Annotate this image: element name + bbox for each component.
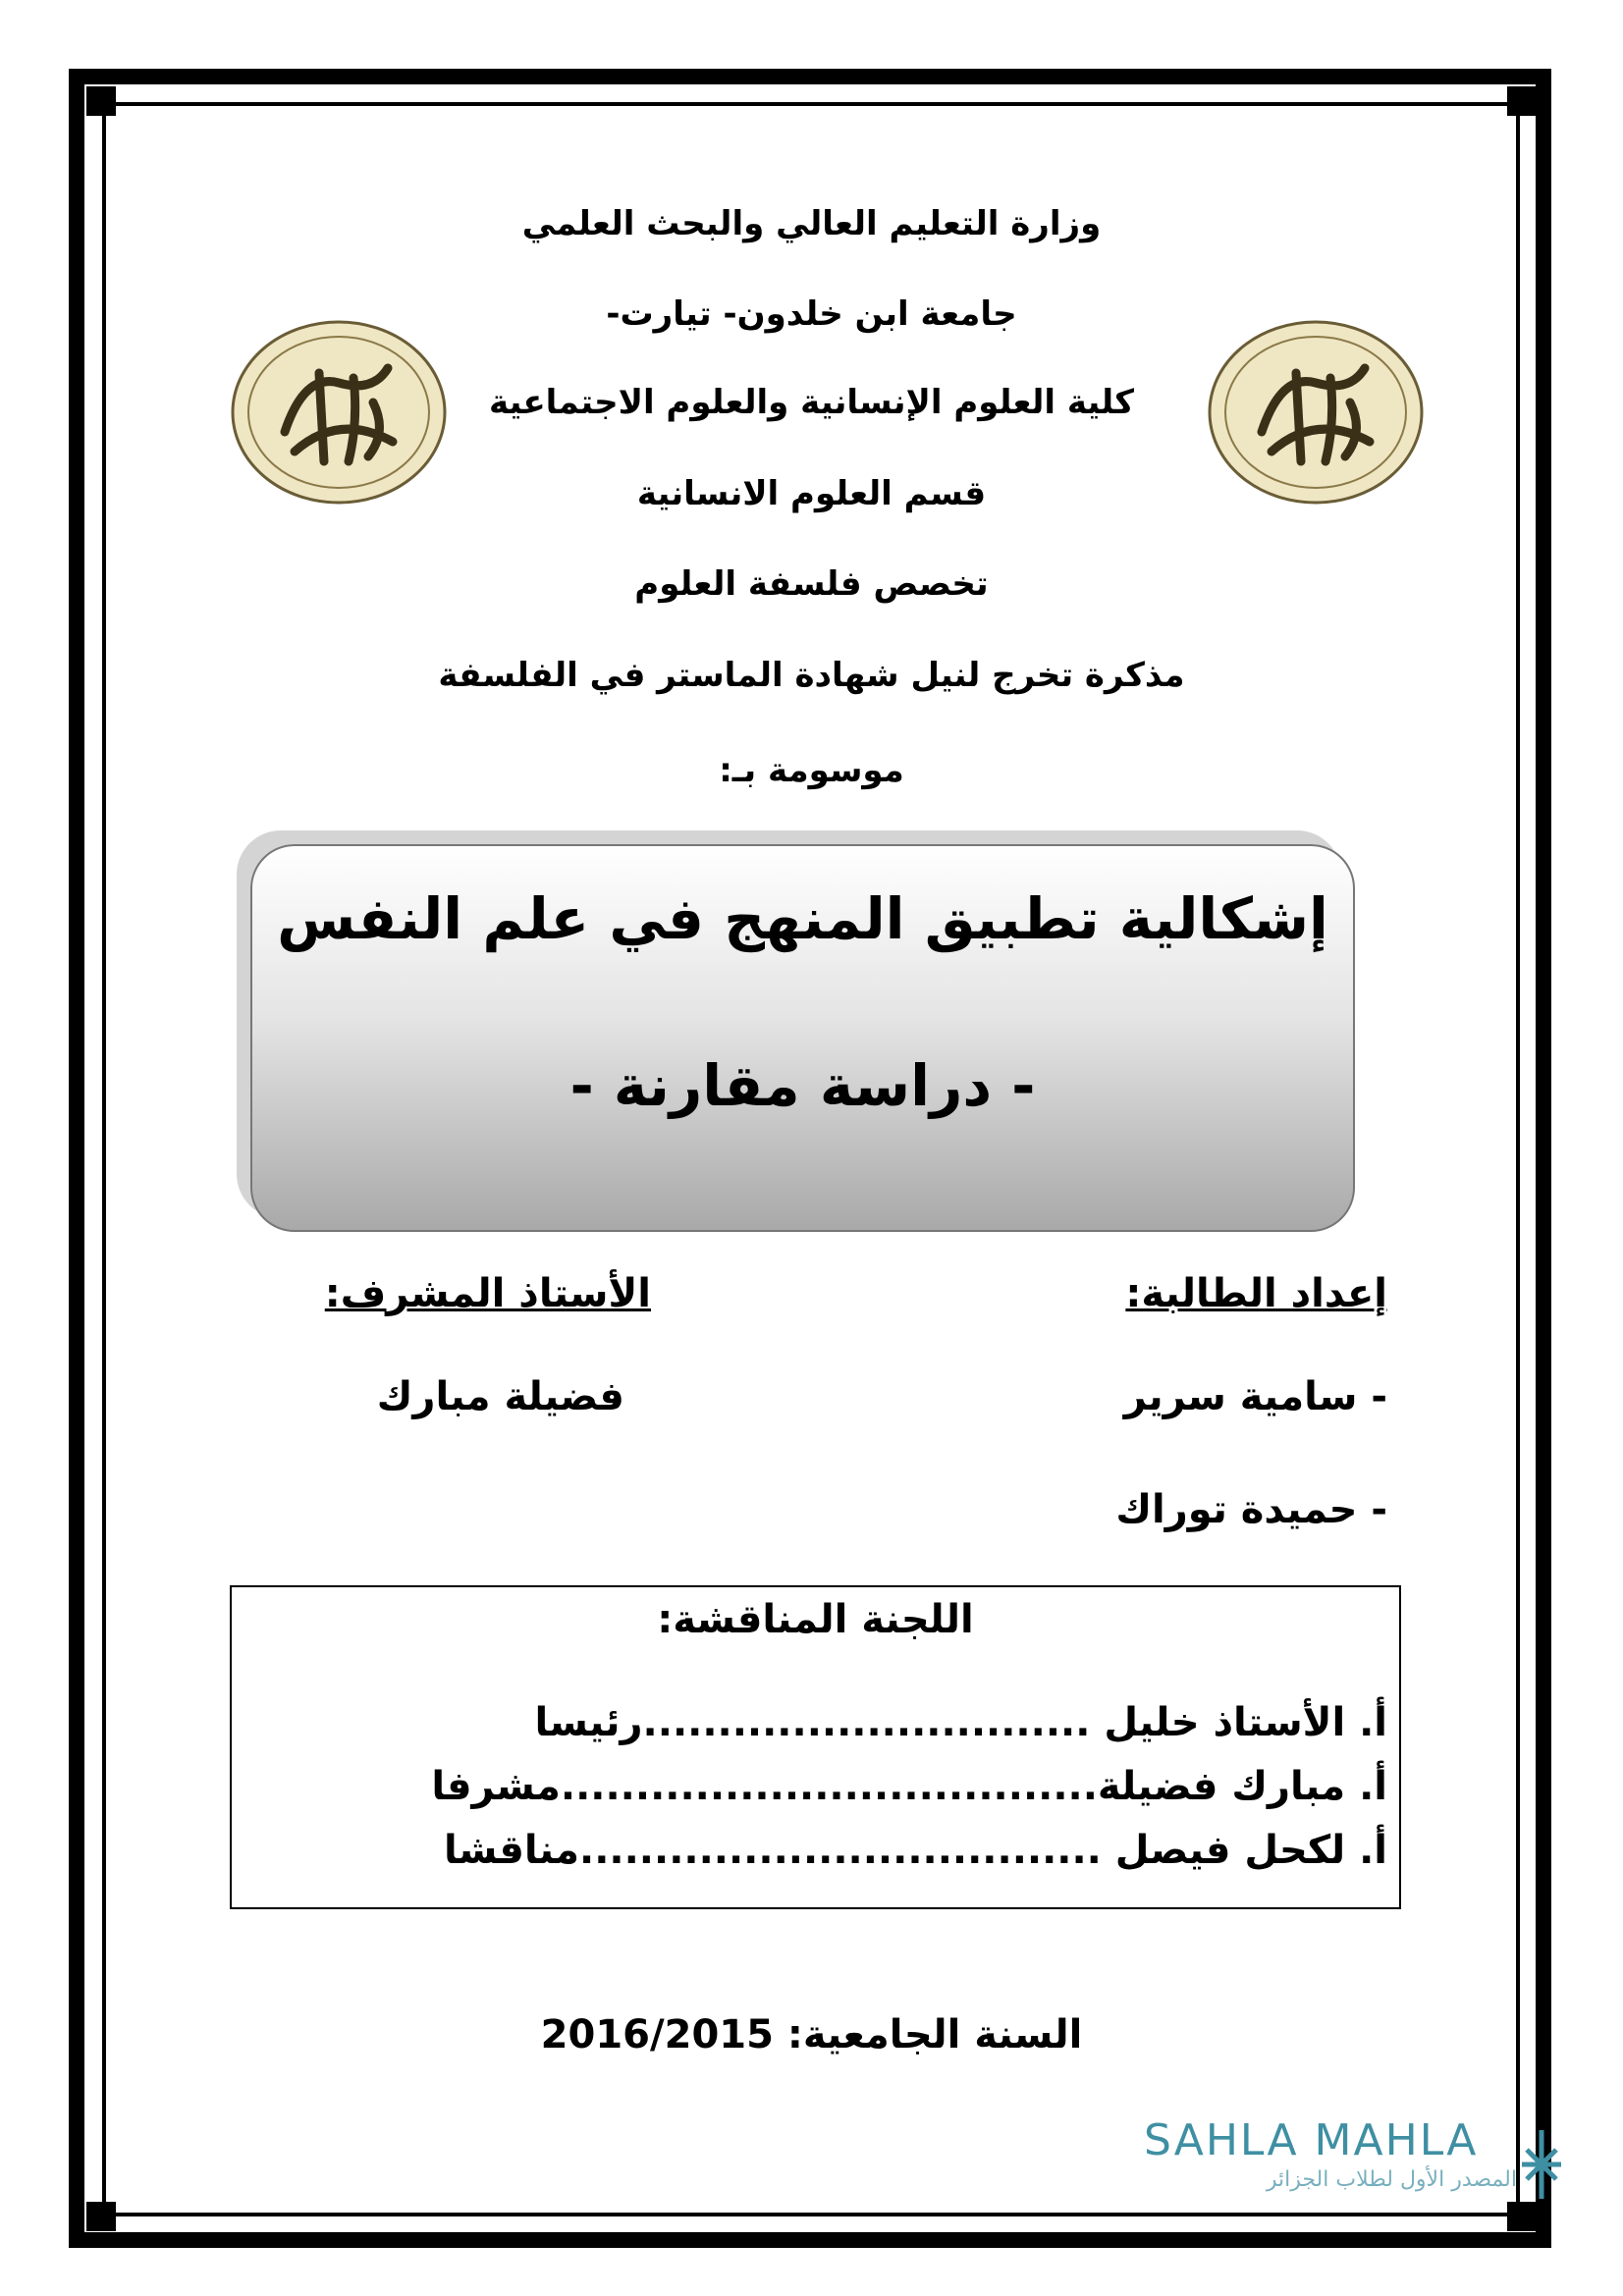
titled-label: موسومة بـ: [719,751,904,790]
supervisor-label: الأستاذ المشرف: [324,1271,651,1316]
committee-member: أ. لكحل فيصل ...................................مناقشا [444,1828,1387,1873]
watermark-tagline: المصدر الأول لطلاب الجزائر [1266,2167,1517,2192]
academic-year [491,2012,1132,2057]
academic-year-label: السنة الجامعية: [786,2012,1083,2057]
watermark-logo-icon [1517,2125,1566,2208]
border-corner [86,2202,116,2231]
faculty-name: كلية العلوم الإنسانية والعلوم الاجتماعية [488,383,1135,422]
ministry-name: وزارة التعليم العالي والبحث العلمي [521,204,1102,243]
university-name: جامعة ابن خلدون- تيارت- [606,294,1017,334]
border-corner [86,86,116,116]
thesis-type: مذكرة تخرج لنيل شهادة الماستر في الفلسفة [438,656,1185,695]
academic-year-value: 2016/2015 [540,2012,774,2057]
thesis-title-subtitle: - دراسة مقارنة - [569,1052,1036,1119]
committee-member: أ. الأستاذ خليل ..............................رئيسا [534,1700,1387,1745]
thesis-title-box [250,844,1355,1232]
watermark-brand: SAHLA MAHLA [1144,2115,1479,2165]
student-name: - حميدة توراك [1115,1487,1387,1532]
border-corner [1507,86,1537,116]
committee-heading: اللجنة المناقشة: [657,1597,974,1642]
supervisor-name: فضيلة مبارك [376,1374,624,1419]
specialty-name: تخصص فلسفة العلوم [634,564,989,604]
students-label: إعداد الطالبة: [1125,1271,1387,1316]
committee-member: أ. مبارك فضيلة....................................مشرفا [431,1764,1387,1809]
department-name: قسم العلوم الانسانية [636,474,987,513]
university-seal-icon [1203,314,1429,514]
student-name: - سامية سرير [1123,1374,1387,1419]
committee-box [230,1585,1401,1909]
thesis-title-main: إشكالية تطبيق المنهج في علم النفس [277,885,1328,952]
